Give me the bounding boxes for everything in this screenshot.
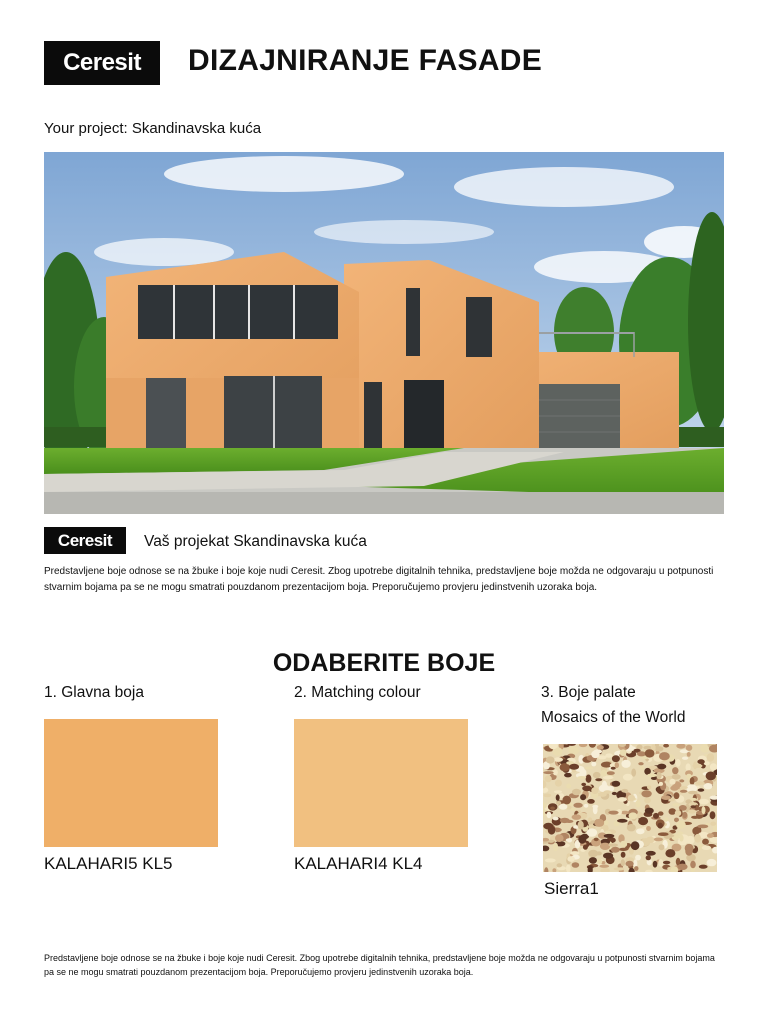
- palette-label: 3. Boje palate: [541, 684, 636, 701]
- main-color-label: 1. Glavna boja: [44, 684, 144, 701]
- mosaic-texture-svg: [543, 744, 717, 872]
- house-rendering-svg: [44, 152, 724, 514]
- page-title: DIZAJNIRANJE FASADE: [188, 44, 543, 77]
- matching-color-name: KALAHARI4 KL4: [294, 854, 423, 873]
- ceresit-logo-small: Ceresit: [44, 527, 126, 554]
- matching-color-swatch: [294, 719, 468, 847]
- palette-color-name: Sierra1: [544, 879, 599, 898]
- house-rendering-image: [44, 152, 724, 514]
- ceresit-logo: Ceresit: [44, 41, 160, 85]
- matching-color-label: 2. Matching colour: [294, 684, 421, 701]
- disclaimer-text: Predstavljene boje odnose se na žbuke i boje koje nudi Ceresit. Zbog upotrebe digitalnih tehnika, predstavljene boje možda ne odgovaraju u potpunosti stvarnim bojama pa se ne mogu smatrati pouzdanom prezentacijom boja. Preporučujemo provjeru jedinstvenih uzoraka boja.: [44, 566, 714, 593]
- main-color-name: KALAHARI5 KL5: [44, 854, 173, 873]
- colors-heading: ODABERITE BOJE: [272, 649, 496, 677]
- palette-sublabel: Mosaics of the World: [541, 709, 686, 726]
- project-label-local: Vaš projekat Skandinavska kuća: [144, 533, 367, 550]
- main-color-swatch: [44, 719, 218, 847]
- mosaic-texture-swatch: [543, 744, 717, 872]
- project-label: Your project: Skandinavska kuća: [44, 120, 262, 137]
- footer-disclaimer: Predstavljene boje odnose se na žbuke i boje koje nudi Ceresit. Zbog upotrebe digitalnih tehnika, predstavljene boje možda ne odgovaraju u potpunosti stvarnim bojama pa se ne mogu smatrati pouzdanom prezentacijom boja. Preporučujemo provjeru jedinstvenih uzoraka boja.: [44, 953, 715, 978]
